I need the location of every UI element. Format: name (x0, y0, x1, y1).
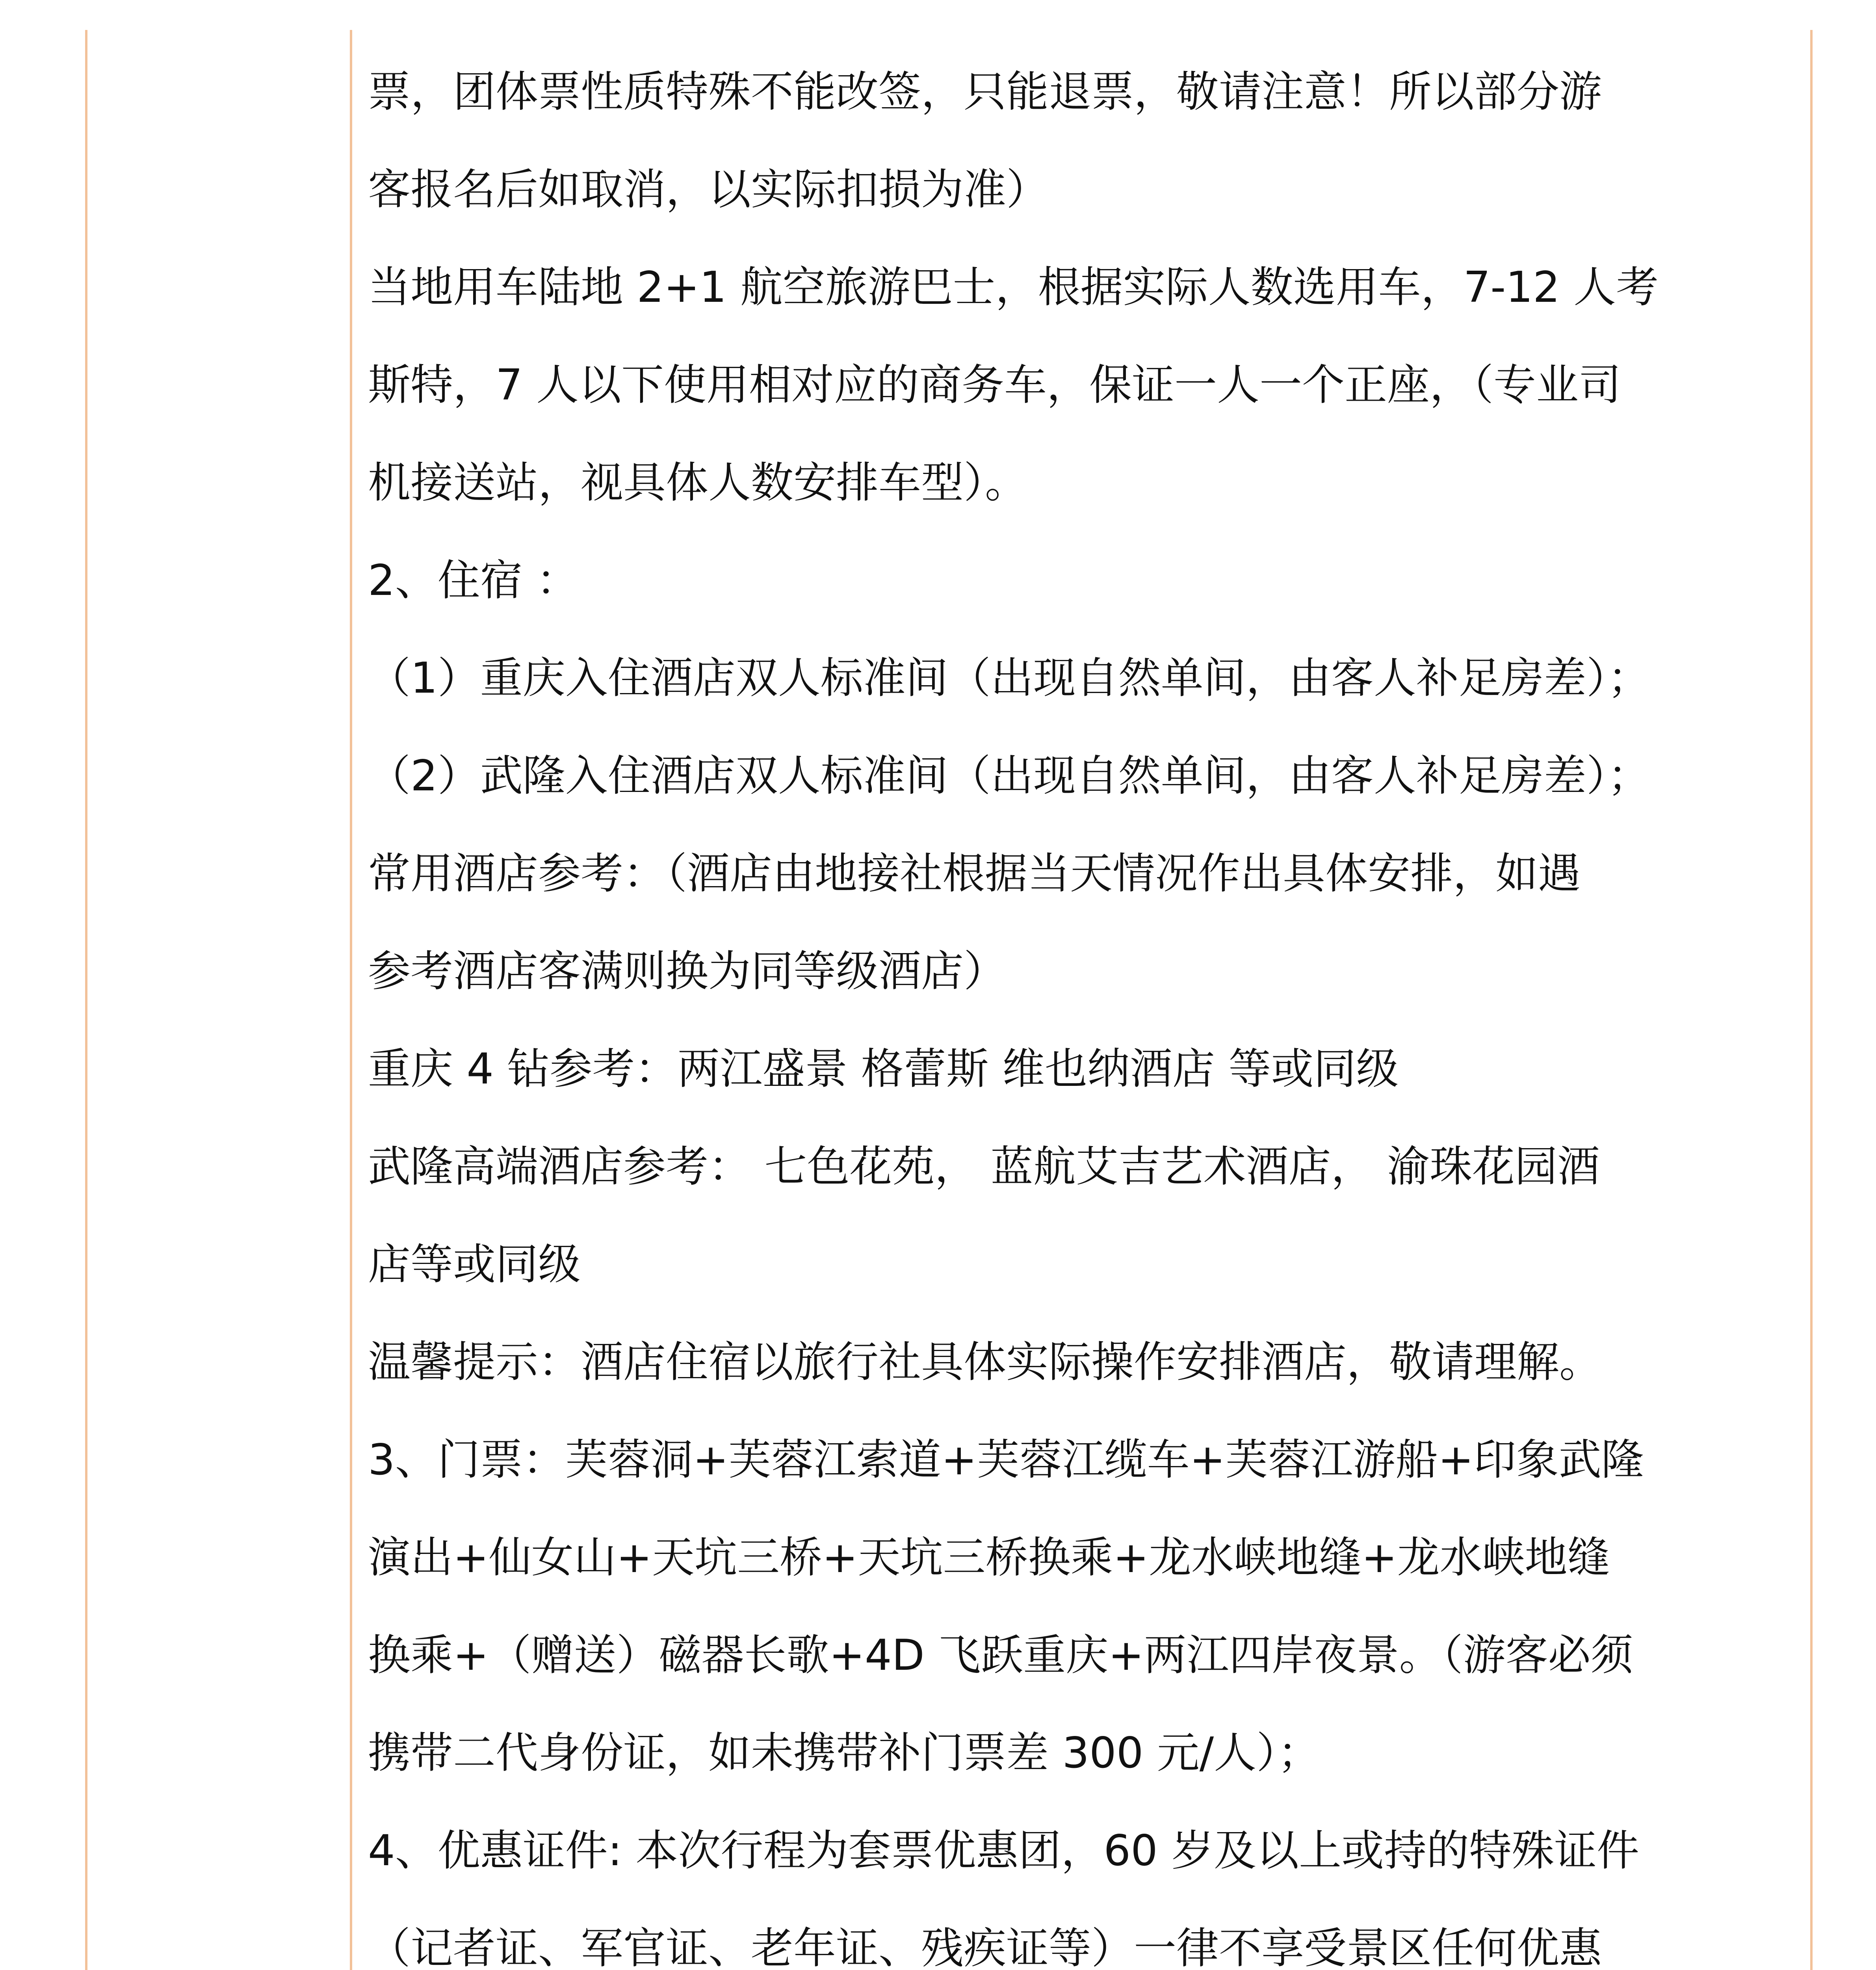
text-line: 武隆高端酒店参考： 七色花苑， 蓝航艾吉艺术酒店， 渝珠花园酒 (368, 1142, 1600, 1191)
service-details-cell (368, 43, 1786, 1970)
text-line: 温馨提示：酒店住宿以旅行社具体实际操作安排酒店，敬请理解。 (368, 1338, 1602, 1387)
text-line: 机接送站，视具体人数安排车型）。 (368, 458, 1028, 507)
section-heading-lodging: 2、住宿 ： (368, 556, 579, 605)
text-line: （2）武隆入住酒店双人标准间（出现自然单间，由客人补足房差）； (368, 751, 1650, 801)
text-line: 携带二代身份证，如未携带补门票差 300 元/人）； (368, 1728, 1321, 1778)
text-line: 店等或同级 (368, 1240, 581, 1289)
section-heading-discounts: 4、优惠证件: 本次行程为套票优惠团，60 岁及以上或持的特殊证件 (368, 1826, 1640, 1875)
text-line: 参考酒店客满则换为同等级酒店） (368, 947, 1007, 996)
text-line: 斯特，7 人以下使用相对应的商务车，保证一人一个正座，（专业司 (368, 361, 1622, 410)
text-line: 票，团体票性质特殊不能改签，只能退票，敬请注意！所以部分游 (368, 67, 1602, 117)
text-line: 客报名后如取消，以实际扣损为准） (368, 165, 1049, 214)
text-line: 重庆 4 钻参考：两江盛景 格蕾斯 维也纳酒店 等或同级 (368, 1044, 1399, 1094)
text-line: （记者证、军官证、老年证、残疾证等）一律不享受景区任何优惠 (368, 1924, 1602, 1970)
text-line: 演出+仙女山+天坑三桥+天坑三桥换乘+龙水峡地缝+龙水峡地缝 (368, 1533, 1610, 1582)
section-heading-tickets: 3、门票：芙蓉洞+芙蓉江索道+芙蓉江缆车+芙蓉江游船+印象武隆 (368, 1435, 1644, 1485)
text-line: 常用酒店参考：（酒店由地接社根据当天情况作出具体安排，如遇 (368, 849, 1581, 898)
column-divider (350, 30, 352, 1970)
text-line: 换乘+（赠送）磁器长歌+4D 飞跃重庆+两江四岸夜景。（游客必须 (368, 1631, 1633, 1680)
text-line: （1）重庆入住酒店双人标准间（出现自然单间，由客人补足房差）； (368, 654, 1650, 703)
text-line: 当地用车陆地 2+1 航空旅游巴士，根据实际人数选用车，7-12 人考 (368, 263, 1659, 312)
